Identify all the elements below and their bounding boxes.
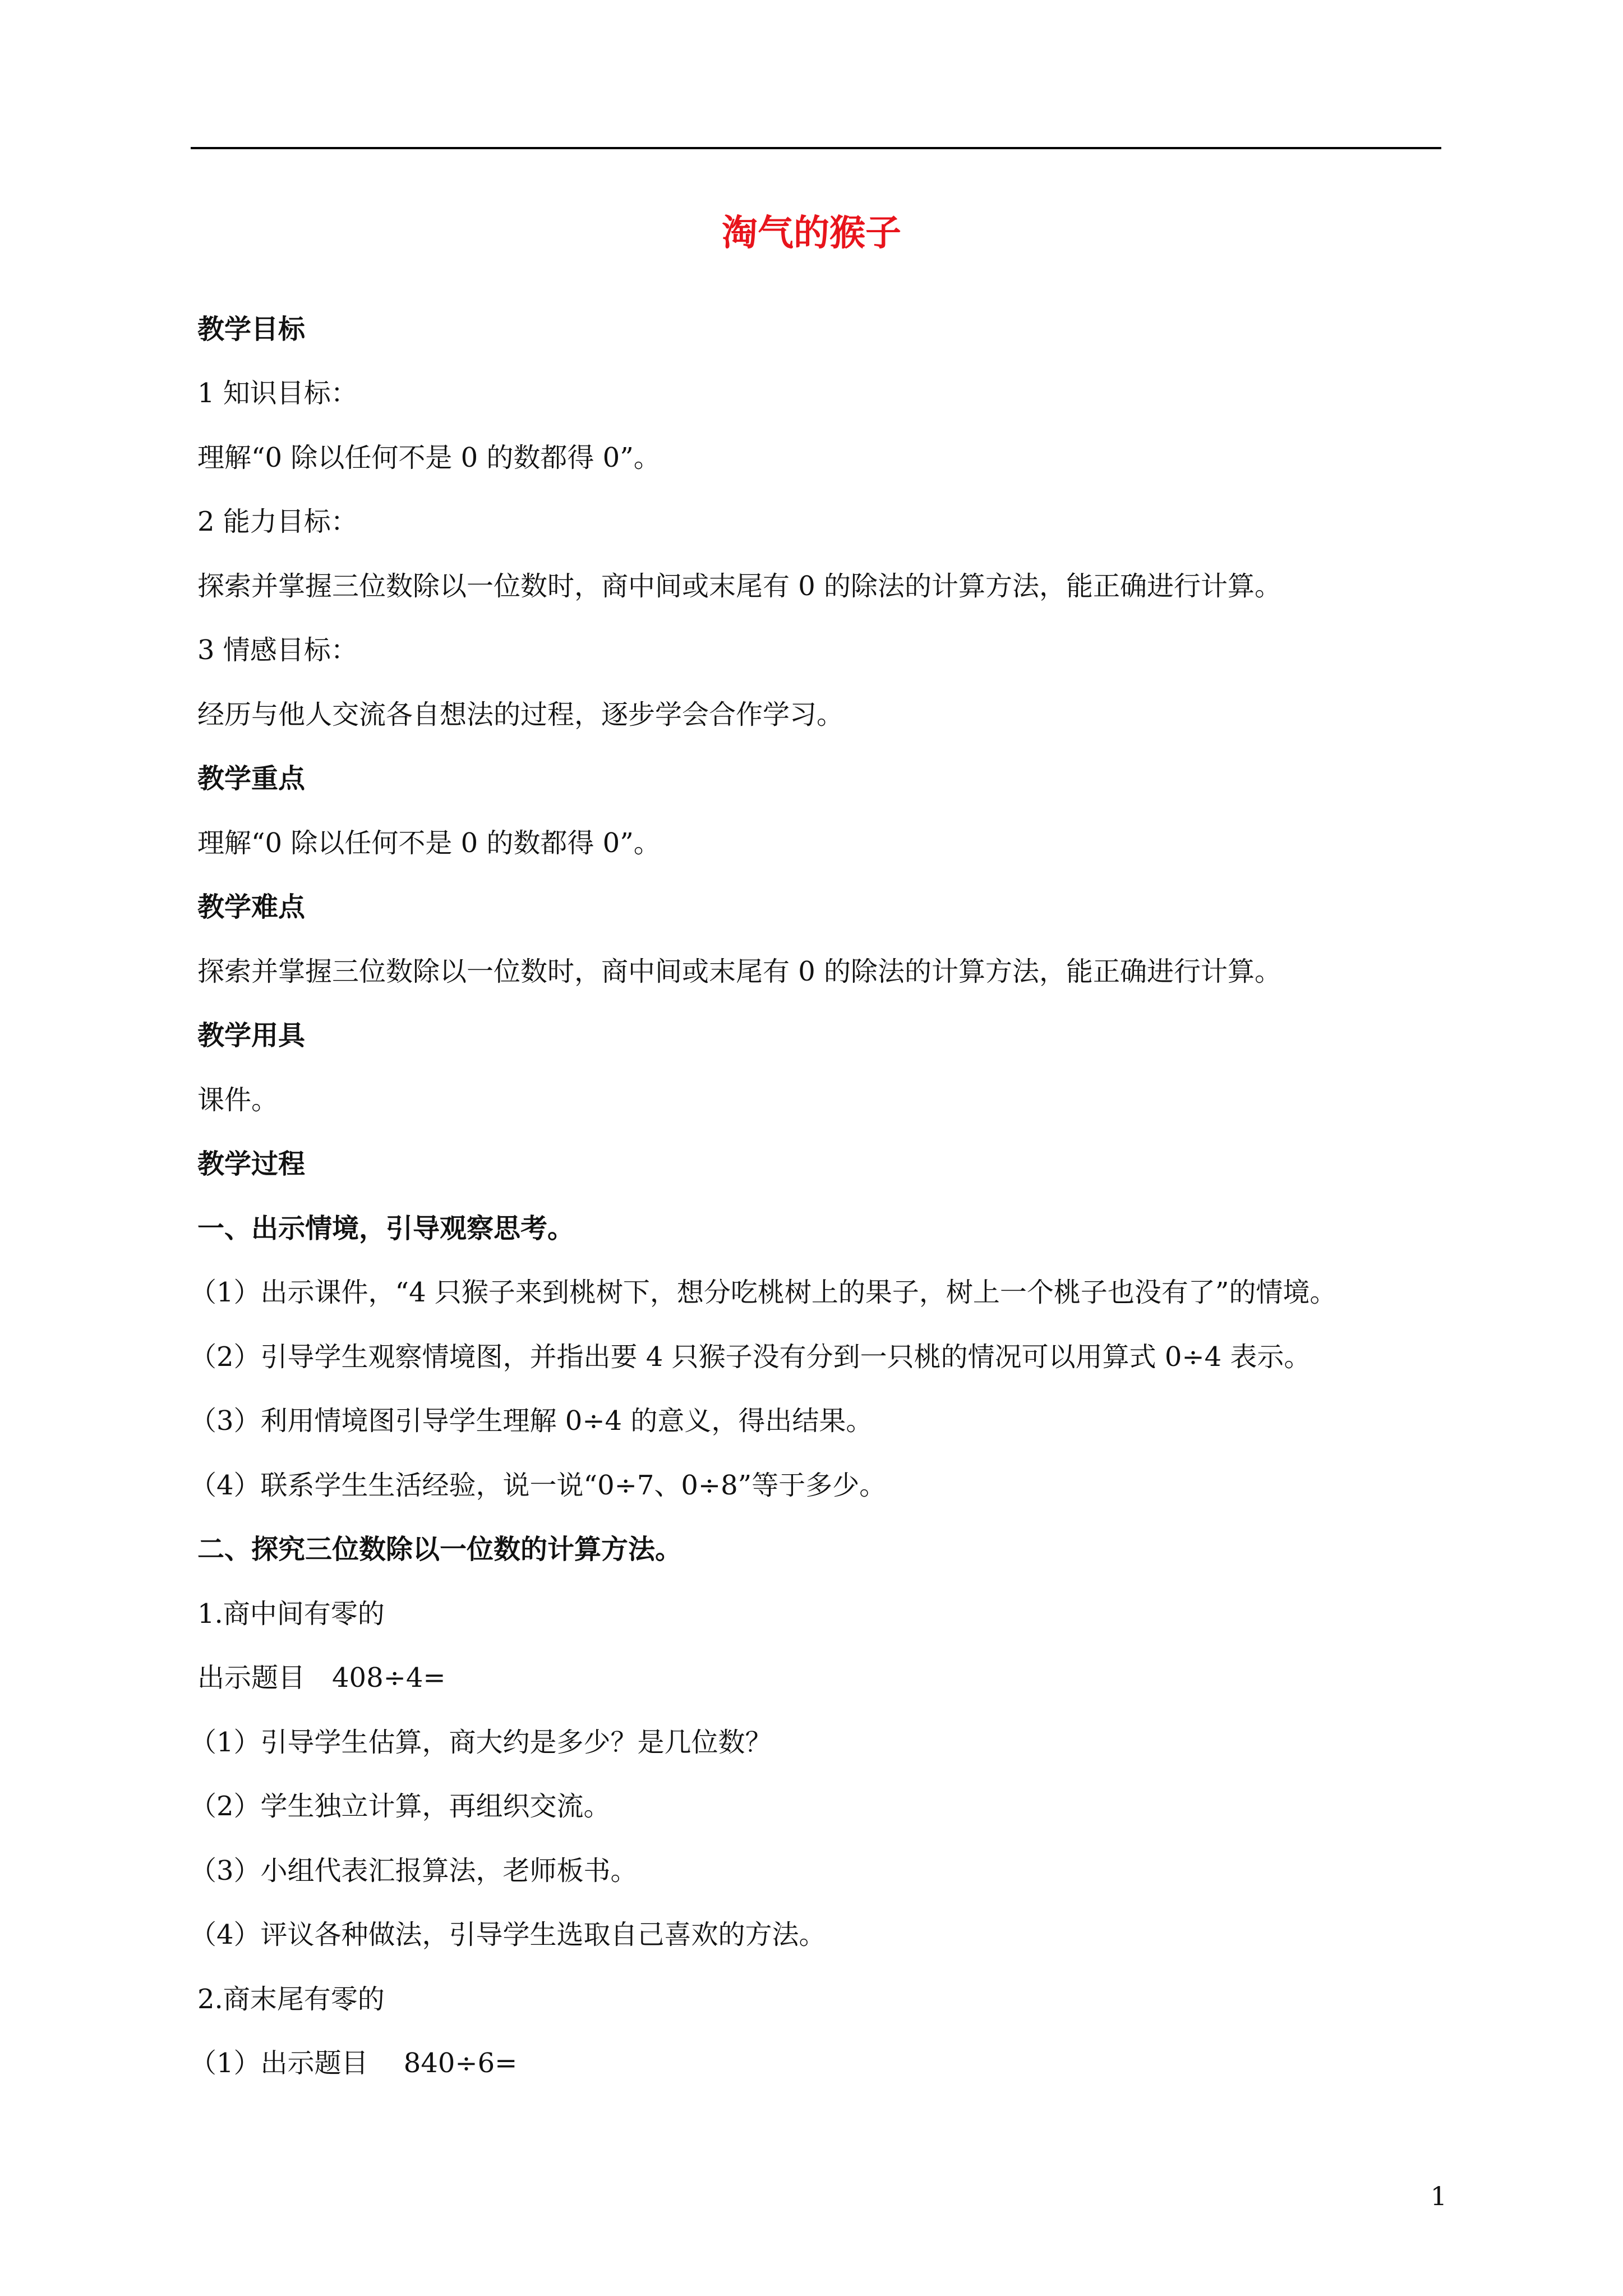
document-title: 淘气的猴子	[722, 212, 901, 254]
section-heading: 教学过程	[197, 1148, 306, 1180]
body-paragraph: 理解“0 除以任何不是 0 的数都得 0”。	[197, 827, 661, 859]
body-paragraph: 出示题目 408÷4=	[197, 1662, 446, 1694]
numbered-item: （4）评议各种做法，引导学生选取自己喜欢的方法。	[190, 1919, 826, 1951]
numbered-item: （4）联系学生生活经验，说一说“0÷7、0÷8”等于多少。	[190, 1469, 887, 1501]
section-heading: 教学用具	[197, 1020, 306, 1052]
section-heading: 一、出示情境，引导观察思考。	[197, 1212, 575, 1244]
body-paragraph: 1 知识目标：	[197, 378, 358, 409]
body-paragraph: 经历与他人交流各自想法的过程，逐步学会合作学习。	[197, 698, 844, 730]
section-heading: 教学目标	[197, 313, 306, 345]
body-paragraph: 探索并掌握三位数除以一位数时，商中间或末尾有 0 的除法的计算方法，能正确进行计算。	[197, 955, 1282, 987]
body-paragraph: 3 情感目标：	[197, 634, 358, 666]
section-heading: 教学难点	[197, 891, 306, 923]
body-paragraph: 2 能力目标：	[197, 506, 358, 538]
numbered-item: （1）出示课件，“4 只猴子来到桃树下，想分吃桃树上的果子，树上一个桃子也没有了”的情境。	[190, 1277, 1337, 1309]
document-body	[190, 295, 1431, 2093]
section-heading: 教学重点	[197, 763, 306, 795]
numbered-item: （2）学生独立计算，再组织交流。	[190, 1791, 611, 1823]
numbered-item: （3）小组代表汇报算法，老师板书。	[190, 1855, 638, 1887]
body-paragraph: 理解“0 除以任何不是 0 的数都得 0”。	[197, 441, 661, 473]
body-paragraph: 1.商中间有零的	[197, 1598, 385, 1630]
numbered-item: （1）引导学生估算，商大约是多少？是几位数？	[190, 1726, 772, 1758]
body-paragraph: 课件。	[197, 1084, 279, 1116]
numbered-item: （1）出示题目 840÷6=	[190, 2047, 518, 2079]
numbered-item: （3）利用情境图引导学生理解 0÷4 的意义，得出结果。	[190, 1405, 873, 1437]
numbered-item: （2）引导学生观察情境图，并指出要 4 只猴子没有分到一只桃的情况可以用算式 0÷4 表示。	[190, 1341, 1311, 1373]
body-paragraph: 探索并掌握三位数除以一位数时，商中间或末尾有 0 的除法的计算方法，能正确进行计算。	[197, 570, 1282, 602]
body-paragraph: 2.商末尾有零的	[197, 1983, 385, 2015]
page-number: 1	[1430, 2181, 1447, 2211]
header-rule	[191, 147, 1441, 149]
section-heading: 二、探究三位数除以一位数的计算方法。	[197, 1534, 683, 1566]
